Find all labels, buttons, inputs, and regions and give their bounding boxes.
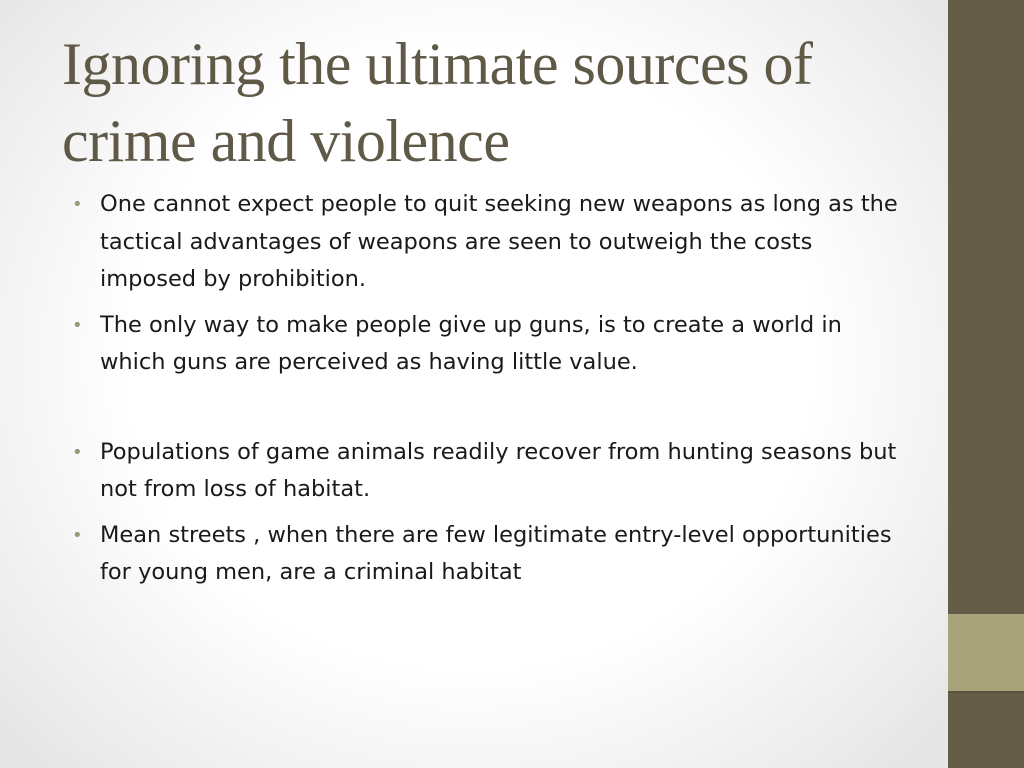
bullet-item: [72, 307, 902, 382]
bullet-item: [72, 434, 902, 509]
bullet-marker-icon: •: [72, 524, 83, 546]
slide-title: Ignoring the ultimate sources of crime and violence: [62, 31, 813, 174]
bullet-marker-icon: •: [72, 314, 83, 336]
bullet-text: Populations of game animals readily recover from hunting seasons but not from loss of habitat.: [100, 438, 897, 502]
bullet-text: The only way to make people give up guns, is to create a world in which guns are perceived as having little value.: [100, 311, 842, 375]
bullet-marker-icon: •: [72, 194, 83, 215]
bullet-item: [72, 517, 902, 592]
bullet-text: Mean streets , when there are few legitimate entry-level opportunities for young men, are a criminal habitat: [100, 521, 892, 585]
bullet-item: [72, 186, 902, 299]
side-decor-accent-block: [948, 614, 1024, 691]
side-decor-divider: [948, 691, 1024, 693]
bullet-marker-icon: •: [72, 441, 83, 463]
bullet-text: One cannot expect people to quit seeking new weapons as long as the tactical advantages of weapons are seen to outweigh the costs imposed by prohibition.: [100, 191, 898, 292]
bullet-list: [72, 186, 902, 600]
